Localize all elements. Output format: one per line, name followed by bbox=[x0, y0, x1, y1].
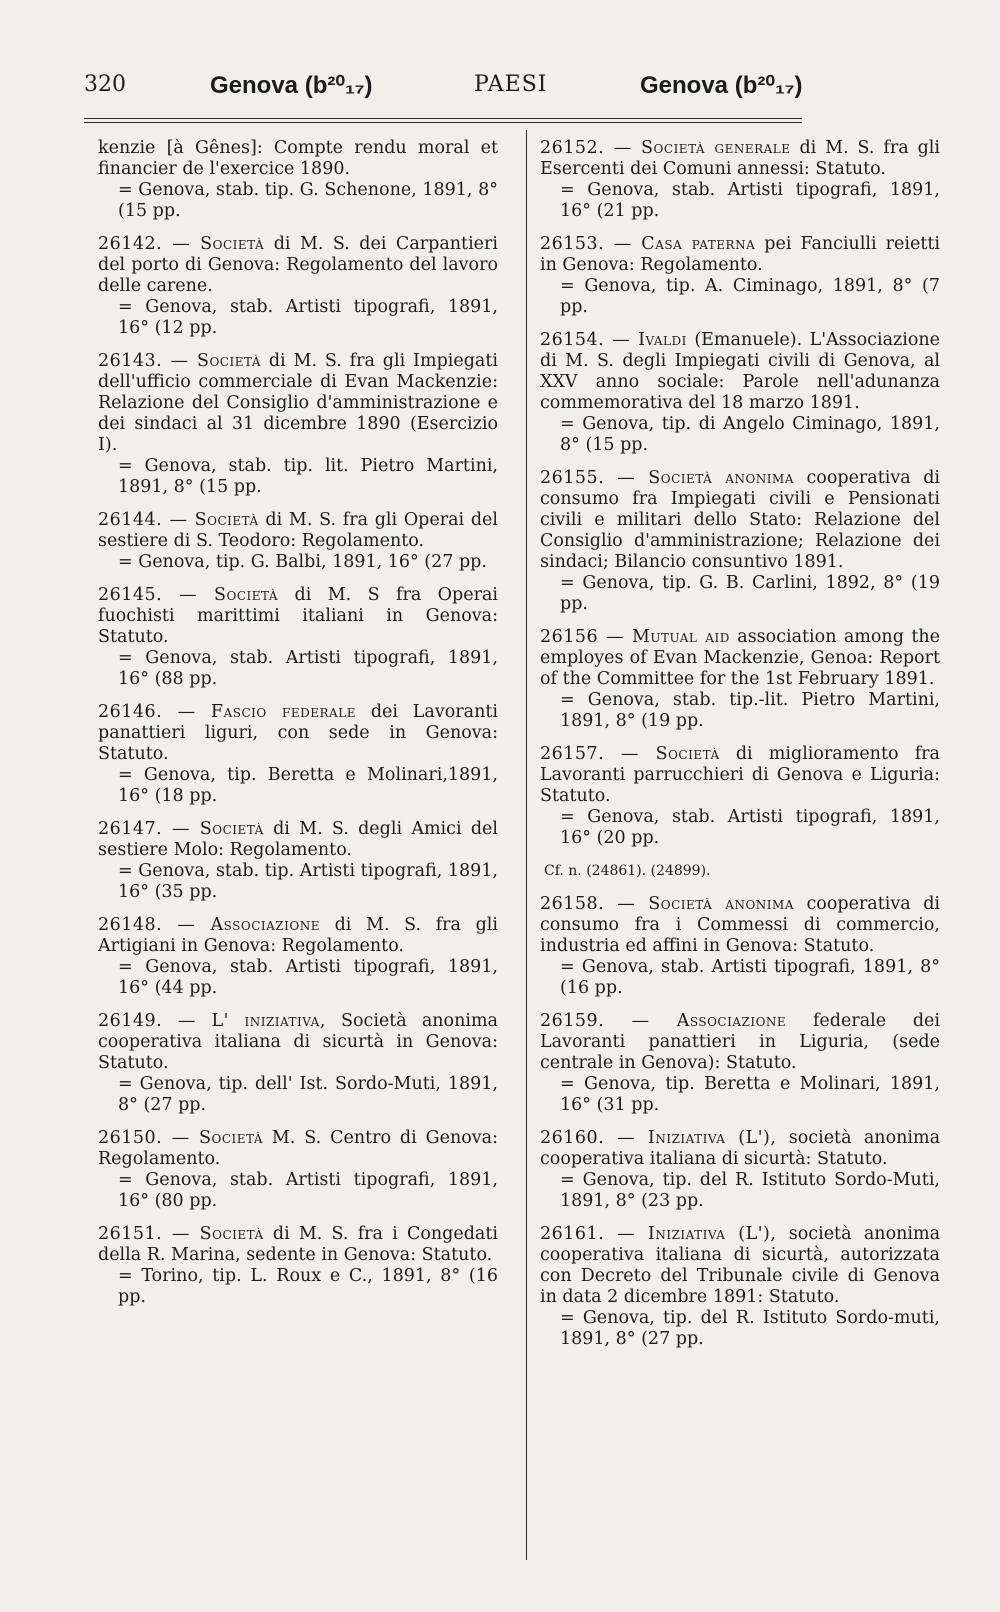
entry-description bbox=[98, 585, 498, 648]
entry-description bbox=[98, 510, 498, 552]
entry-title: M. S. Centro di Genova: Regolamento. bbox=[98, 1128, 498, 1169]
entry-heading: 26160. — Iniziativa (L'), bbox=[540, 1128, 777, 1148]
entry-title: association among the employes of Evan Mackenzie, Genoa: Report of the Committee for the 1st February 1891. bbox=[540, 627, 940, 689]
entry-description bbox=[98, 819, 498, 861]
entry-heading: 26144. — Società bbox=[98, 510, 259, 530]
catalog-entry bbox=[540, 894, 940, 999]
entry-imprint: = Genova, stab. Artisti tipografi, 1891, 16° (12 pp. bbox=[118, 297, 498, 338]
catalog-entry bbox=[540, 330, 940, 456]
entry-title: di M. S. fra gli Artigiani in Genova: Regolamento. bbox=[98, 915, 498, 956]
catalog-entry bbox=[98, 351, 498, 498]
catalog-entry bbox=[98, 1011, 498, 1116]
entry-title: cooperativa di consumo fra i Commessi di commercio, industria ed affini in Genova: Statuto. bbox=[540, 894, 940, 956]
entry-imprint: = Genova, stab. tip.-lit. Pietro Martini, 1891, 8° (19 pp. bbox=[560, 690, 940, 731]
entry-heading: 26149. — L' iniziativa, bbox=[98, 1011, 326, 1031]
header-rule bbox=[84, 118, 802, 119]
entry-description bbox=[98, 138, 498, 180]
entry-title: di M. S. fra gli Operai del sestiere di S. Teodoro: Regolamento. bbox=[98, 510, 498, 551]
entry-heading: 26154. — Ivaldi bbox=[540, 330, 687, 350]
catalog-entry bbox=[98, 915, 498, 999]
entry-heading: 26145. — Società bbox=[98, 585, 279, 605]
entry-heading: 26142. — Società bbox=[98, 234, 265, 254]
entry-imprint: = Genova, tip. Beretta e Molinari,1891, 16° (18 pp. bbox=[118, 765, 498, 806]
entry-imprint: = Genova, stab. Artisti tipografi, 1891, 8° (16 pp. bbox=[560, 957, 940, 998]
entry-imprint: = Genova, tip. A. Ciminago, 1891, 8° (7 pp. bbox=[560, 276, 940, 317]
entry-imprint: = Genova, stab. Artisti tipografi, 1891, 16° (80 pp. bbox=[118, 1170, 498, 1211]
entry-title: di M. S. fra i Congedati della R. Marina, sedente in Genova: Statuto. bbox=[98, 1224, 498, 1265]
entry-description bbox=[540, 138, 940, 180]
catalog-entry bbox=[98, 1224, 498, 1308]
entry-imprint: = Genova, stab. tip. G. Schenone, 1891, 8° (15 pp. bbox=[118, 180, 498, 221]
entry-heading: 26152. — Società generale bbox=[540, 138, 791, 158]
left-column bbox=[98, 138, 498, 1320]
entry-imprint: = Genova, stab. Artisti tipografi, 1891, 16° (44 pp. bbox=[118, 957, 498, 998]
entry-description bbox=[540, 744, 940, 807]
entry-description bbox=[540, 330, 940, 414]
entry-heading: 26153. — Casa paterna bbox=[540, 234, 756, 254]
entry-heading: 26155. — Società anonima bbox=[540, 468, 794, 488]
catalog-entry bbox=[540, 138, 940, 222]
entry-heading: 26156 — Mutual aid bbox=[540, 627, 730, 647]
entry-title: di M. S. dei Carpantieri del porto di Genova: Regolamento del lavoro delle carene. bbox=[98, 234, 498, 296]
entry-heading: 26147. — Società bbox=[98, 819, 264, 839]
catalog-entry bbox=[540, 234, 940, 318]
entry-imprint: = Genova, tip. Beretta e Molinari, 1891, 16° (31 pp. bbox=[560, 1074, 940, 1115]
entry-title: di M. S. fra gli Impiegati dell'ufficio commerciale di Evan Mackenzie: Relazione del Consiglio d'amministrazione e dei sindaci al 31 dicembre 1890 (Esercizio I). bbox=[98, 351, 498, 455]
catalog-entry bbox=[98, 234, 498, 339]
entry-heading: 26146. — Fascio federale bbox=[98, 702, 356, 722]
entry-title: pei Fanciulli reietti in Genova: Regolamento. bbox=[540, 234, 940, 275]
right-column bbox=[540, 138, 940, 1362]
catalog-entry bbox=[540, 744, 940, 849]
catalog-entry bbox=[98, 585, 498, 690]
catalog-entry bbox=[98, 702, 498, 807]
catalog-entry bbox=[98, 510, 498, 573]
running-head-right: Genova (b²⁰₁₇) bbox=[640, 72, 803, 99]
catalog-entry bbox=[98, 138, 498, 222]
catalog-entry bbox=[540, 1011, 940, 1116]
catalog-entry bbox=[540, 861, 940, 882]
entry-title: federale dei Lavoranti panattieri in Liguria, (sede centrale in Genova): Statuto. bbox=[540, 1011, 940, 1073]
entry-title: Società anonima cooperativa italiana di sicurtà in Genova: Statuto. bbox=[98, 1011, 498, 1073]
entry-title: cooperativa di consumo fra Impiegati civili e Pensionati civili e militari dello Stato: Relazione del Consiglio d'amministrazione; Relazione dei sindaci; Bilancio consuntivo 1891. bbox=[540, 468, 940, 572]
entry-title: di M. S. degli Amici del sestiere Molo: Regolamento. bbox=[98, 819, 498, 860]
entry-title: di M. S. fra gli Esercenti dei Comuni annessi: Statuto. bbox=[540, 138, 940, 179]
entry-imprint: = Genova, stab. Artisti tipografi, 1891, 16° (21 pp. bbox=[560, 180, 940, 221]
entry-description bbox=[98, 351, 498, 456]
entry-imprint: = Genova, tip. G. Balbi, 1891, 16° (27 pp. bbox=[118, 552, 487, 572]
entry-description bbox=[98, 234, 498, 297]
entry-heading: 26150. — Società bbox=[98, 1128, 264, 1148]
entry-description bbox=[540, 627, 940, 690]
entry-heading: 26157. — Società bbox=[540, 744, 720, 764]
page-number: 320 bbox=[84, 72, 126, 97]
entry-title: società anonima cooperativa italiana di sicurtà, autorizzata con Decreto del Tribunale civile di Genova in data 2 dicembre 1891: Statuto. bbox=[540, 1224, 940, 1307]
entry-title: di miglioramento fra Lavoranti parrucchieri di Genova e Liguria: Statuto. bbox=[540, 744, 940, 806]
entry-title: dei Lavoranti panattieri liguri, con sede in Genova: Statuto. bbox=[98, 702, 498, 764]
entry-heading: 26158. — Società anonima bbox=[540, 894, 794, 914]
entry-imprint: = Genova, stab. tip. lit. Pietro Martini, 1891, 8° (15 pp. bbox=[118, 456, 498, 497]
entry-description bbox=[540, 1128, 940, 1170]
entry-description bbox=[98, 1128, 498, 1170]
entry-title: di M. S fra Operai fuochisti marittimi italiani in Genova: Statuto. bbox=[98, 585, 498, 647]
catalog-entry bbox=[540, 1224, 940, 1350]
entry-heading: 26148. — Associazione bbox=[98, 915, 320, 935]
entry-heading: 26151. — Società bbox=[98, 1224, 264, 1244]
entry-description bbox=[540, 234, 940, 276]
entry-description bbox=[540, 468, 940, 573]
entry-heading: 26161. — Iniziativa (L'), bbox=[540, 1224, 777, 1244]
entry-imprint: = Genova, tip. del R. Istituto Sordo-Muti, 1891, 8° (23 pp. bbox=[560, 1170, 940, 1211]
entry-title: società anonima cooperativa italiana di sicurtà: Statuto. bbox=[540, 1128, 940, 1169]
entry-heading: 26143. — Società bbox=[98, 351, 261, 371]
catalog-entry bbox=[540, 468, 940, 615]
catalog-entry bbox=[540, 627, 940, 732]
header-rule-double bbox=[84, 122, 802, 123]
running-head-center: PAESI bbox=[474, 72, 548, 97]
entry-description bbox=[98, 1011, 498, 1074]
entry-imprint: = Genova, stab. tip. Artisti tipografi, 1891, 16° (35 pp. bbox=[118, 861, 498, 902]
entry-description bbox=[98, 702, 498, 765]
column-divider bbox=[526, 130, 527, 1560]
entry-title: kenzie [à Gênes]: Compte rendu moral et financier de l'exercice 1890. bbox=[98, 138, 498, 179]
catalog-entry bbox=[98, 819, 498, 903]
entry-description bbox=[540, 894, 940, 957]
entry-description bbox=[540, 1011, 940, 1074]
entry-imprint: = Genova, tip. del R. Istituto Sordo-muti, 1891, 8° (27 pp. bbox=[560, 1308, 940, 1349]
entry-imprint: = Torino, tip. L. Roux e C., 1891, 8° (16 pp. bbox=[118, 1266, 498, 1307]
entry-title: (Emanuele). L'Associazione di M. S. degli Impiegati civili di Genova, al XXV anno sociale: Parole nell'adunanza commemorativa del 18 marzo 1891. bbox=[540, 330, 940, 413]
entry-imprint: = Genova, tip. G. B. Carlini, 1892, 8° (19 pp. bbox=[560, 573, 940, 614]
running-head-left: Genova (b²⁰₁₇) bbox=[210, 72, 373, 99]
entry-imprint: = Genova, stab. Artisti tipografi, 1891, 16° (20 pp. bbox=[560, 807, 940, 848]
catalog-entry bbox=[98, 1128, 498, 1212]
entry-description bbox=[98, 915, 498, 957]
cross-reference: Cf. n. (24861). (24899). bbox=[544, 863, 711, 879]
entry-imprint: = Genova, tip. dell' Ist. Sordo-Muti, 1891, 8° (27 pp. bbox=[118, 1074, 498, 1115]
entry-imprint: = Genova, stab. Artisti tipografi, 1891, 16° (88 pp. bbox=[118, 648, 498, 689]
entry-heading: 26159. — Associazione bbox=[540, 1011, 787, 1031]
entry-description bbox=[98, 1224, 498, 1266]
entry-imprint: = Genova, tip. di Angelo Ciminago, 1891, 8° (15 pp. bbox=[560, 414, 940, 455]
entry-description bbox=[540, 1224, 940, 1308]
catalog-entry bbox=[540, 1128, 940, 1212]
